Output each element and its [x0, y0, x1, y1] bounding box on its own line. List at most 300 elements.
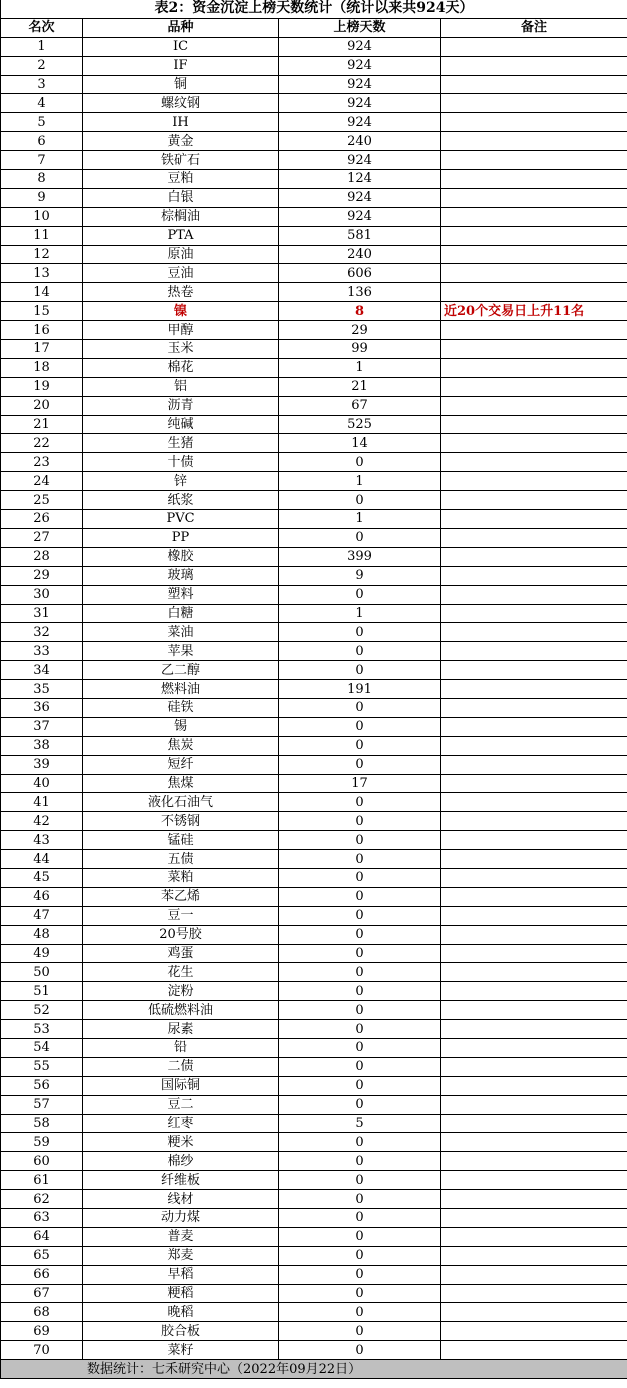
- cell-note: [441, 1114, 627, 1133]
- cell-days: 0: [279, 1303, 441, 1322]
- cell-name: IF: [83, 56, 279, 75]
- cell-note: [441, 434, 627, 453]
- cell-rank: 51: [1, 982, 83, 1001]
- cell-days: 240: [279, 245, 441, 264]
- cell-name: 橡胶: [83, 547, 279, 566]
- cell-note: [441, 264, 627, 283]
- cell-name: 焦炭: [83, 736, 279, 755]
- table-row: [1, 717, 627, 736]
- cell-name: 硅铁: [83, 698, 279, 717]
- cell-days: 0: [279, 1057, 441, 1076]
- table-row: [1, 472, 627, 491]
- table-row: [1, 1190, 627, 1209]
- cell-rank: 31: [1, 604, 83, 623]
- table-row: [1, 906, 627, 925]
- cell-days: 924: [279, 56, 441, 75]
- cell-note: [441, 377, 627, 396]
- cell-days: 0: [279, 491, 441, 510]
- cell-rank: 43: [1, 831, 83, 850]
- cell-name: 尿素: [83, 1020, 279, 1039]
- cell-rank: 5: [1, 113, 83, 132]
- cell-rank: 4: [1, 94, 83, 113]
- table-row: [1, 1001, 627, 1020]
- table-row: [1, 377, 627, 396]
- table-row: [1, 415, 627, 434]
- cell-name: 豆油: [83, 264, 279, 283]
- cell-rank: 52: [1, 1001, 83, 1020]
- table-row: [1, 1114, 627, 1133]
- cell-rank: 67: [1, 1284, 83, 1303]
- cell-name: 豆粕: [83, 170, 279, 189]
- cell-rank: 19: [1, 377, 83, 396]
- cell-days: 29: [279, 321, 441, 340]
- cell-rank: 53: [1, 1020, 83, 1039]
- cell-days: 0: [279, 1322, 441, 1341]
- cell-note: [441, 37, 627, 56]
- cell-note: [441, 283, 627, 302]
- cell-rank: 25: [1, 491, 83, 510]
- cell-days: 67: [279, 396, 441, 415]
- table-row: [1, 1303, 627, 1322]
- cell-name: 普麦: [83, 1227, 279, 1246]
- cell-name: 十债: [83, 453, 279, 472]
- table-row: [1, 1246, 627, 1265]
- cell-name: 国际铜: [83, 1076, 279, 1095]
- cell-rank: 41: [1, 793, 83, 812]
- table-row: [1, 604, 627, 623]
- table-row: [1, 226, 627, 245]
- cell-note: [441, 1265, 627, 1284]
- cell-rank: 57: [1, 1095, 83, 1114]
- cell-rank: 49: [1, 944, 83, 963]
- cell-note: [441, 245, 627, 264]
- cell-days: 0: [279, 642, 441, 661]
- cell-rank: 69: [1, 1322, 83, 1341]
- cell-rank: 61: [1, 1171, 83, 1190]
- cell-days: 21: [279, 377, 441, 396]
- cell-days: 0: [279, 1171, 441, 1190]
- cell-days: 924: [279, 37, 441, 56]
- cell-name: PVC: [83, 510, 279, 529]
- cell-days: 0: [279, 831, 441, 850]
- table-row: [1, 774, 627, 793]
- cell-name: 铝: [83, 377, 279, 396]
- table-row: [1, 188, 627, 207]
- table-title: 表2：资金沉淀上榜天数统计（统计以来共924天）: [1, 0, 627, 18]
- cell-days: 136: [279, 283, 441, 302]
- table-row: [1, 1209, 627, 1228]
- cell-name: 短纤: [83, 755, 279, 774]
- table-row: [1, 113, 627, 132]
- cell-days: 0: [279, 850, 441, 869]
- cell-note: [441, 1341, 627, 1360]
- table-row: [1, 925, 627, 944]
- cell-days: 0: [279, 906, 441, 925]
- cell-rank: 26: [1, 510, 83, 529]
- cell-rank: 1: [1, 37, 83, 56]
- cell-days: 0: [279, 1095, 441, 1114]
- table-row: [1, 982, 627, 1001]
- cell-days: 924: [279, 188, 441, 207]
- cell-days: 0: [279, 698, 441, 717]
- cell-note: [441, 566, 627, 585]
- cell-name: 镍: [83, 302, 279, 321]
- cell-note: [441, 1246, 627, 1265]
- cell-days: 0: [279, 1152, 441, 1171]
- cell-note: 近20个交易日上升11名: [441, 302, 627, 321]
- cell-rank: 55: [1, 1057, 83, 1076]
- table-row: [1, 1265, 627, 1284]
- cell-name: 郑麦: [83, 1246, 279, 1265]
- cell-days: 0: [279, 1190, 441, 1209]
- cell-days: 0: [279, 585, 441, 604]
- table-row: [1, 680, 627, 699]
- cell-rank: 38: [1, 736, 83, 755]
- cell-rank: 63: [1, 1209, 83, 1228]
- cell-rank: 48: [1, 925, 83, 944]
- cell-days: 581: [279, 226, 441, 245]
- header-name: 品种: [83, 18, 279, 37]
- cell-note: [441, 340, 627, 359]
- cell-rank: 29: [1, 566, 83, 585]
- cell-days: 0: [279, 1246, 441, 1265]
- table-row: [1, 1171, 627, 1190]
- table-row: [1, 1076, 627, 1095]
- cell-rank: 10: [1, 207, 83, 226]
- cell-note: [441, 510, 627, 529]
- table-row: [1, 963, 627, 982]
- cell-note: [441, 774, 627, 793]
- cell-name: 玉米: [83, 340, 279, 359]
- table-row: [1, 736, 627, 755]
- cell-days: 8: [279, 302, 441, 321]
- cell-note: [441, 415, 627, 434]
- table-row: [1, 37, 627, 56]
- cell-days: 240: [279, 132, 441, 151]
- cell-note: [441, 151, 627, 170]
- cell-name: 菜籽: [83, 1341, 279, 1360]
- cell-name: 锰硅: [83, 831, 279, 850]
- cell-note: [441, 1020, 627, 1039]
- cell-rank: 50: [1, 963, 83, 982]
- table-row: [1, 585, 627, 604]
- table-row: [1, 1038, 627, 1057]
- cell-note: [441, 528, 627, 547]
- table-row: [1, 642, 627, 661]
- cell-name: 纸浆: [83, 491, 279, 510]
- cell-note: [441, 94, 627, 113]
- cell-name: 棕榈油: [83, 207, 279, 226]
- table-row: [1, 302, 627, 321]
- cell-rank: 65: [1, 1246, 83, 1265]
- cell-days: 0: [279, 887, 441, 906]
- table-row: [1, 661, 627, 680]
- cell-rank: 13: [1, 264, 83, 283]
- cell-name: 花生: [83, 963, 279, 982]
- cell-name: 不锈钢: [83, 812, 279, 831]
- cell-name: 黄金: [83, 132, 279, 151]
- table-row: [1, 94, 627, 113]
- cell-rank: 24: [1, 472, 83, 491]
- cell-note: [441, 170, 627, 189]
- cell-name: IC: [83, 37, 279, 56]
- cell-note: [441, 698, 627, 717]
- cell-name: 甲醇: [83, 321, 279, 340]
- cell-note: [441, 604, 627, 623]
- cell-note: [441, 793, 627, 812]
- cell-name: 铁矿石: [83, 151, 279, 170]
- cell-days: 1: [279, 510, 441, 529]
- cell-days: 0: [279, 868, 441, 887]
- cell-name: 苹果: [83, 642, 279, 661]
- table-row: [1, 566, 627, 585]
- cell-rank: 7: [1, 151, 83, 170]
- cell-name: 早稻: [83, 1265, 279, 1284]
- table-row: [1, 245, 627, 264]
- cell-name: 玻璃: [83, 566, 279, 585]
- cell-note: [441, 1076, 627, 1095]
- cell-rank: 17: [1, 340, 83, 359]
- cell-days: 0: [279, 812, 441, 831]
- cell-name: 胶合板: [83, 1322, 279, 1341]
- cell-days: 0: [279, 736, 441, 755]
- cell-note: [441, 925, 627, 944]
- table-row: [1, 623, 627, 642]
- footer-source: 数据统计：七禾研究中心（2022年09月22日）: [1, 1360, 627, 1379]
- footer-row: [1, 1360, 627, 1379]
- cell-name: 热卷: [83, 283, 279, 302]
- table-row: [1, 1322, 627, 1341]
- table-row: [1, 793, 627, 812]
- table-row: [1, 755, 627, 774]
- cell-name: 生猪: [83, 434, 279, 453]
- cell-days: 0: [279, 1001, 441, 1020]
- cell-days: 0: [279, 1284, 441, 1303]
- cell-rank: 54: [1, 1038, 83, 1057]
- cell-note: [441, 887, 627, 906]
- table-row: [1, 547, 627, 566]
- cell-name: PTA: [83, 226, 279, 245]
- cell-name: 红枣: [83, 1114, 279, 1133]
- cell-days: 5: [279, 1114, 441, 1133]
- cell-note: [441, 717, 627, 736]
- cell-note: [441, 491, 627, 510]
- cell-rank: 6: [1, 132, 83, 151]
- cell-days: 0: [279, 982, 441, 1001]
- cell-note: [441, 56, 627, 75]
- cell-rank: 8: [1, 170, 83, 189]
- cell-days: 924: [279, 207, 441, 226]
- cell-name: 苯乙烯: [83, 887, 279, 906]
- cell-rank: 21: [1, 415, 83, 434]
- table-row: [1, 887, 627, 906]
- table-row: [1, 321, 627, 340]
- cell-days: 9: [279, 566, 441, 585]
- table-row: [1, 1133, 627, 1152]
- cell-days: 606: [279, 264, 441, 283]
- cell-rank: 46: [1, 887, 83, 906]
- table-row: [1, 1284, 627, 1303]
- cell-rank: 16: [1, 321, 83, 340]
- cell-note: [441, 358, 627, 377]
- cell-note: [441, 736, 627, 755]
- cell-name: 粳米: [83, 1133, 279, 1152]
- table-row: [1, 1095, 627, 1114]
- cell-days: 924: [279, 151, 441, 170]
- cell-note: [441, 982, 627, 1001]
- cell-rank: 40: [1, 774, 83, 793]
- cell-name: 鸡蛋: [83, 944, 279, 963]
- cell-name: 二债: [83, 1057, 279, 1076]
- cell-note: [441, 831, 627, 850]
- cell-rank: 36: [1, 698, 83, 717]
- cell-name: PP: [83, 528, 279, 547]
- cell-rank: 64: [1, 1227, 83, 1246]
- cell-rank: 3: [1, 75, 83, 94]
- table-row: [1, 358, 627, 377]
- table-row: [1, 1341, 627, 1360]
- cell-name: 焦煤: [83, 774, 279, 793]
- cell-rank: 45: [1, 868, 83, 887]
- cell-rank: 28: [1, 547, 83, 566]
- cell-name: 液化石油气: [83, 793, 279, 812]
- table-row: [1, 207, 627, 226]
- table-row: [1, 1057, 627, 1076]
- cell-days: 0: [279, 1265, 441, 1284]
- cell-days: 0: [279, 661, 441, 680]
- cell-name: 乙二醇: [83, 661, 279, 680]
- table-row: [1, 944, 627, 963]
- cell-days: 191: [279, 680, 441, 699]
- cell-note: [441, 396, 627, 415]
- cell-rank: 2: [1, 56, 83, 75]
- cell-note: [441, 1284, 627, 1303]
- cell-note: [441, 1001, 627, 1020]
- cell-rank: 56: [1, 1076, 83, 1095]
- table-row: [1, 264, 627, 283]
- cell-name: 晚稻: [83, 1303, 279, 1322]
- cell-note: [441, 680, 627, 699]
- cell-days: 399: [279, 547, 441, 566]
- cell-days: 0: [279, 944, 441, 963]
- header-days: 上榜天数: [279, 18, 441, 37]
- cell-note: [441, 1303, 627, 1322]
- cell-days: 17: [279, 774, 441, 793]
- cell-name: 低硫燃料油: [83, 1001, 279, 1020]
- cell-name: 原油: [83, 245, 279, 264]
- cell-note: [441, 113, 627, 132]
- cell-name: 菜粕: [83, 868, 279, 887]
- cell-days: 0: [279, 963, 441, 982]
- cell-days: 1: [279, 358, 441, 377]
- cell-name: IH: [83, 113, 279, 132]
- cell-days: 0: [279, 717, 441, 736]
- cell-note: [441, 1322, 627, 1341]
- cell-rank: 27: [1, 528, 83, 547]
- table-row: [1, 812, 627, 831]
- header-rank: 名次: [1, 18, 83, 37]
- cell-note: [441, 944, 627, 963]
- cell-days: 0: [279, 1076, 441, 1095]
- cell-name: 螺纹钢: [83, 94, 279, 113]
- cell-note: [441, 207, 627, 226]
- cell-note: [441, 642, 627, 661]
- table-row: [1, 491, 627, 510]
- cell-note: [441, 188, 627, 207]
- cell-rank: 47: [1, 906, 83, 925]
- cell-days: 1: [279, 472, 441, 491]
- table-row: [1, 850, 627, 869]
- cell-name: 淀粉: [83, 982, 279, 1001]
- cell-note: [441, 585, 627, 604]
- cell-name: 豆二: [83, 1095, 279, 1114]
- table-row: [1, 1020, 627, 1039]
- cell-rank: 68: [1, 1303, 83, 1322]
- cell-name: 白银: [83, 188, 279, 207]
- cell-name: 纯碱: [83, 415, 279, 434]
- table-row: [1, 75, 627, 94]
- cell-name: 五债: [83, 850, 279, 869]
- cell-days: 0: [279, 1341, 441, 1360]
- cell-days: 0: [279, 1038, 441, 1057]
- cell-note: [441, 321, 627, 340]
- cell-name: 菜油: [83, 623, 279, 642]
- table-row: [1, 170, 627, 189]
- cell-note: [441, 547, 627, 566]
- table-row: [1, 396, 627, 415]
- cell-rank: 30: [1, 585, 83, 604]
- title-row: [1, 0, 627, 18]
- cell-rank: 42: [1, 812, 83, 831]
- cell-note: [441, 812, 627, 831]
- cell-rank: 59: [1, 1133, 83, 1152]
- cell-name: 纤维板: [83, 1171, 279, 1190]
- cell-note: [441, 453, 627, 472]
- cell-rank: 11: [1, 226, 83, 245]
- cell-note: [441, 1190, 627, 1209]
- cell-rank: 44: [1, 850, 83, 869]
- cell-name: 锡: [83, 717, 279, 736]
- cell-note: [441, 75, 627, 94]
- cell-name: 铅: [83, 1038, 279, 1057]
- cell-rank: 12: [1, 245, 83, 264]
- cell-name: 沥青: [83, 396, 279, 415]
- cell-name: 锌: [83, 472, 279, 491]
- cell-rank: 35: [1, 680, 83, 699]
- cell-note: [441, 906, 627, 925]
- cell-name: 20号胶: [83, 925, 279, 944]
- cell-note: [441, 623, 627, 642]
- cell-days: 0: [279, 1133, 441, 1152]
- table-row: [1, 698, 627, 717]
- table-row: [1, 151, 627, 170]
- cell-days: 0: [279, 1227, 441, 1246]
- cell-name: 豆一: [83, 906, 279, 925]
- cell-days: 525: [279, 415, 441, 434]
- cell-note: [441, 1095, 627, 1114]
- table-row: [1, 283, 627, 302]
- table-body: [1, 37, 627, 1359]
- cell-rank: 15: [1, 302, 83, 321]
- cell-rank: 58: [1, 1114, 83, 1133]
- cell-note: [441, 226, 627, 245]
- table-row: [1, 510, 627, 529]
- cell-name: 棉花: [83, 358, 279, 377]
- cell-note: [441, 755, 627, 774]
- cell-days: 0: [279, 453, 441, 472]
- cell-days: 924: [279, 113, 441, 132]
- cell-days: 0: [279, 925, 441, 944]
